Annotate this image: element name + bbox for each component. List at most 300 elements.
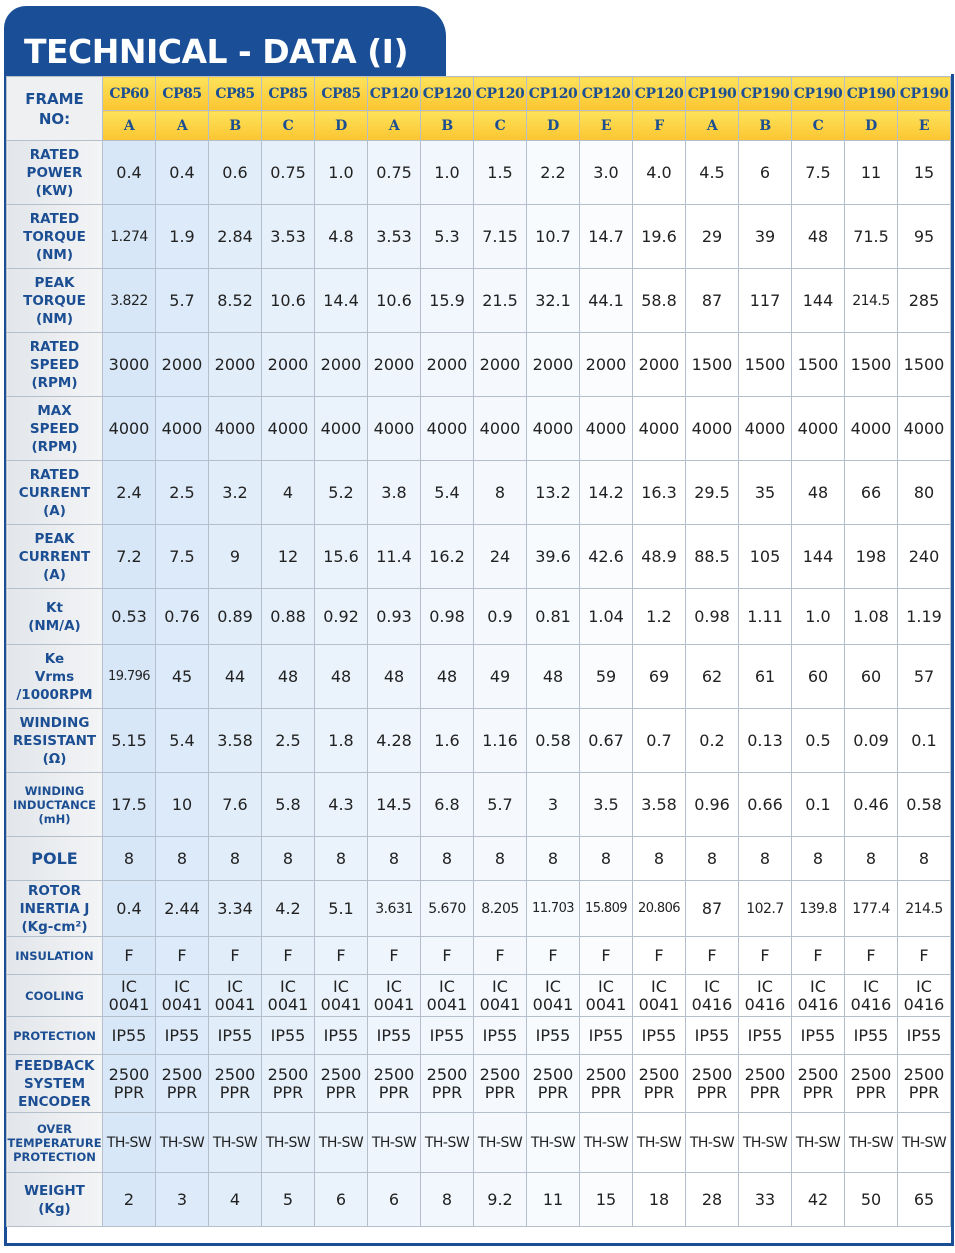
frame-label-line: FRAME [25,89,84,108]
table-cell: 5.7 [474,773,527,837]
column-header-frame: CP120 [421,77,474,111]
table-cell: TH-SW [898,1113,951,1173]
cell-line: 2500 [797,1064,839,1084]
cell-line: PPR [484,1082,516,1102]
cell-line: IC [386,976,402,996]
table-cell: 17.5 [103,773,156,837]
column-header-frame: CP190 [686,77,739,111]
row-label-line: RATED [29,466,80,483]
row-label-line: PEAK [34,530,75,547]
table-cell: 4000 [421,397,474,461]
table-cell: 0.76 [156,589,209,645]
cell-line: PPR [643,1082,675,1102]
table-cell: 8 [474,461,527,525]
table-row-rated-torque-nm [7,205,951,269]
table-cell: 8.52 [209,269,262,333]
column-header-variant: C [262,111,315,141]
cell-line: IC [492,976,508,996]
row-label-line: /1000RPM [16,686,93,703]
table-cell: 8 [527,837,580,881]
table-cell: 5.8 [262,773,315,837]
row-label [7,461,103,525]
table-cell: 61 [739,645,792,709]
table-cell: TH-SW [262,1113,315,1173]
cell-line: 0416 [797,994,839,1014]
table-cell: 4000 [262,397,315,461]
table-cell: TH-SW [421,1113,474,1173]
table-cell: 4 [209,1173,262,1227]
table-cell: 2000 [156,333,209,397]
cell-line: PPR [749,1082,781,1102]
table-cell: 4000 [686,397,739,461]
table-body [7,141,951,1227]
table-cell: F [103,937,156,975]
table-cell: 21.5 [474,269,527,333]
cell-line: 2500 [532,1064,574,1084]
cell-line: PPR [802,1082,834,1102]
row-label-line: FEEDBACK [14,1057,95,1074]
cell-line: 2500 [638,1064,680,1084]
table-cell: 0.81 [527,589,580,645]
table-cell: 60 [845,645,898,709]
table-cell [633,1055,686,1113]
row-label-line: RATED [29,210,80,227]
table-cell: 0.9 [474,589,527,645]
table-cell: 6.8 [421,773,474,837]
table-cell: 3 [156,1173,209,1227]
column-header-variant: A [686,111,739,141]
table-cell: 28 [686,1173,739,1227]
row-label-line: SYSTEM [23,1075,86,1092]
row-label [7,773,103,837]
table-cell [633,975,686,1017]
table-cell [315,975,368,1017]
cell-line: IC [651,976,667,996]
table-cell: IP55 [156,1017,209,1055]
cell-line: IC [545,976,561,996]
table-cell: 24 [474,525,527,589]
table-cell: 11 [845,141,898,205]
table-cell: 1.0 [315,141,368,205]
table-cell: TH-SW [368,1113,421,1173]
table-cell: IP55 [315,1017,368,1055]
table-cell: 3.8 [368,461,421,525]
table-cell: 8 [580,837,633,881]
table-cell: F [368,937,421,975]
table-cell [474,1055,527,1113]
column-header-frame: CP85 [315,77,368,111]
table-cell: F [156,937,209,975]
table-cell: 8 [686,837,739,881]
row-label [7,937,103,975]
table-cell: 285 [898,269,951,333]
table-cell: F [792,937,845,975]
table-cell: 80 [898,461,951,525]
table-cell: 2000 [315,333,368,397]
cell-line: PPR [219,1082,251,1102]
table-cell: 0.75 [262,141,315,205]
cell-line: 0041 [161,994,203,1014]
cell-line: PPR [590,1082,622,1102]
table-cell: 3.0 [580,141,633,205]
cell-line: IC [757,976,773,996]
cell-line: 2500 [585,1064,627,1084]
table-cell: TH-SW [103,1113,156,1173]
table-cell [156,975,209,1017]
table-cell [527,975,580,1017]
table-cell: 4000 [898,397,951,461]
table-cell: 3.53 [262,205,315,269]
table-cell [580,1055,633,1113]
table-cell: 5.7 [156,269,209,333]
table-cell: 1500 [739,333,792,397]
table-cell: 48 [421,645,474,709]
technical-data-table [6,76,951,1227]
table-cell: IP55 [474,1017,527,1055]
row-label-line: Vrms [34,668,75,685]
table-cell: 0.66 [739,773,792,837]
row-label [7,881,103,937]
table-cell: 15.9 [421,269,474,333]
table-cell: F [527,937,580,975]
table-cell: 8 [315,837,368,881]
cell-line: 0041 [267,994,309,1014]
table-cell [792,975,845,1017]
table-cell: 0.1 [898,709,951,773]
table-cell: TH-SW [739,1113,792,1173]
row-label [7,397,103,461]
table-cell: 1.0 [421,141,474,205]
cell-line: IC [810,976,826,996]
table-cell: 3 [527,773,580,837]
column-header-frame: CP120 [633,77,686,111]
table-cell: IP55 [633,1017,686,1055]
row-label-line: CURRENT [18,548,91,565]
table-cell: IP55 [527,1017,580,1055]
table-cell: 198 [845,525,898,589]
column-header-frame: CP190 [898,77,951,111]
table-cell: 5.2 [315,461,368,525]
row-label-line: SPEED [29,420,80,437]
table-cell: F [209,937,262,975]
table-cell: F [898,937,951,975]
table-cell: 5.1 [315,881,368,937]
table-cell: 14.4 [315,269,368,333]
table-cell: 0.4 [103,881,156,937]
column-header-frame: CP190 [845,77,898,111]
row-label-line: RATED [29,146,80,163]
table-cell [368,975,421,1017]
column-header-frame: CP120 [368,77,421,111]
table-cell: TH-SW [686,1113,739,1173]
table-cell: IP55 [580,1017,633,1055]
column-header-variant: A [103,111,156,141]
table-cell: F [633,937,686,975]
column-header-variant: D [845,111,898,141]
cell-line: PPR [696,1082,728,1102]
table-cell [103,975,156,1017]
table-cell: 66 [845,461,898,525]
column-header-frame: CP120 [527,77,580,111]
table-cell: 2.5 [156,461,209,525]
table-cell: 16.2 [421,525,474,589]
table-cell: 5.4 [421,461,474,525]
table-cell: 1.16 [474,709,527,773]
row-label-line: (Kg) [38,1200,71,1217]
table-cell: 2.44 [156,881,209,937]
cell-line: IC [916,976,932,996]
table-cell [315,1055,368,1113]
table-cell: 1.2 [633,589,686,645]
table-cell: 15.6 [315,525,368,589]
cell-line: 0416 [691,994,733,1014]
table-cell: 4.28 [368,709,421,773]
table-cell: 15 [898,141,951,205]
table-cell: 4000 [474,397,527,461]
table-cell: 0.7 [633,709,686,773]
cell-line: IC [333,976,349,996]
column-header-frame: CP60 [103,77,156,111]
cell-line: IC [174,976,190,996]
table-cell: 8 [368,837,421,881]
cell-line: IC [598,976,614,996]
table-cell: 5.15 [103,709,156,773]
row-label-line: INSULATION [15,948,94,963]
table-cell: 7.2 [103,525,156,589]
row-label-line: POLE [31,848,78,868]
table-cell [209,975,262,1017]
cell-line: 2500 [267,1064,309,1084]
table-cell: 4000 [103,397,156,461]
table-cell: F [739,937,792,975]
table-cell: 4.3 [315,773,368,837]
table-row-insulation [7,937,951,975]
table-cell: 1.11 [739,589,792,645]
table-row-ke-vrms-1000rpm [7,645,951,709]
table-cell: 10.6 [368,269,421,333]
row-label-line: (NM/A) [28,617,81,634]
table-row-rated-speed-rpm [7,333,951,397]
table-cell [739,975,792,1017]
table-cell: 8 [898,837,951,881]
table-cell: 20.806 [633,881,686,937]
table-cell: F [474,937,527,975]
table-cell: 0.2 [686,709,739,773]
table-cell: 105 [739,525,792,589]
table-cell: 4000 [845,397,898,461]
table-cell: 5 [262,1173,315,1227]
table-cell: 5.670 [421,881,474,937]
row-label-line: (RPM) [31,438,78,455]
table-cell: IP55 [739,1017,792,1055]
row-label [7,1055,103,1113]
cell-line: 0041 [214,994,256,1014]
row-label [7,709,103,773]
table-cell: 69 [633,645,686,709]
row-label [7,205,103,269]
table-cell: 60 [792,645,845,709]
table-row-winding-inductance-mh [7,773,951,837]
table-cell: F [845,937,898,975]
column-header-variant: F [633,111,686,141]
table-cell: 4.0 [633,141,686,205]
row-label-line: (A) [43,566,66,583]
table-cell: 8 [633,837,686,881]
table-cell: 3.631 [368,881,421,937]
table-cell [580,975,633,1017]
row-label-line: COOLING [25,988,84,1003]
table-cell: 2000 [633,333,686,397]
table-cell: 139.8 [792,881,845,937]
table-cell [686,975,739,1017]
table-cell: 8 [421,837,474,881]
table-cell: 33 [739,1173,792,1227]
table-cell: 1.08 [845,589,898,645]
cell-line: IC [227,976,243,996]
table-cell: 2.5 [262,709,315,773]
table-cell: 8 [792,837,845,881]
table-cell: 2000 [580,333,633,397]
table-cell [527,1055,580,1113]
table-cell: 3.34 [209,881,262,937]
table-cell: 39.6 [527,525,580,589]
table-cell: 0.53 [103,589,156,645]
table-cell: 0.67 [580,709,633,773]
table-cell: 48.9 [633,525,686,589]
table-cell: 4000 [209,397,262,461]
table-cell: 65 [898,1173,951,1227]
row-label-line: PROTECTION [13,1028,96,1043]
column-header-variant: D [527,111,580,141]
table-cell: 1.19 [898,589,951,645]
row-label-line: (KW) [35,182,74,199]
row-label-line: WEIGHT [24,1182,85,1199]
table-cell: 214.5 [845,269,898,333]
table-cell [739,1055,792,1113]
table-cell: 8.205 [474,881,527,937]
table-row-rated-power-kw [7,141,951,205]
table-cell: 19.796 [103,645,156,709]
cell-line: 0041 [585,994,627,1014]
cell-line: 0041 [320,994,362,1014]
row-label-line: WINDING [19,714,90,731]
table-cell: 2000 [474,333,527,397]
row-label-line: TORQUE [23,228,86,245]
table-cell: 1.6 [421,709,474,773]
column-header-frame: CP190 [739,77,792,111]
table-cell: 4000 [580,397,633,461]
table-cell: 11 [527,1173,580,1227]
table-cell: TH-SW [315,1113,368,1173]
table-cell: 0.4 [156,141,209,205]
table-cell: 3.53 [368,205,421,269]
table-cell: 1500 [845,333,898,397]
table-cell: 0.98 [686,589,739,645]
table-cell: 3.5 [580,773,633,837]
table-cell: 1500 [686,333,739,397]
table-cell: 9.2 [474,1173,527,1227]
table-cell: 117 [739,269,792,333]
column-header-frame: CP85 [209,77,262,111]
cell-line: PPR [272,1082,304,1102]
table-cell: 4000 [315,397,368,461]
row-label-line: (NM) [35,310,74,327]
table-cell [792,1055,845,1113]
table-cell: 8 [103,837,156,881]
row-label [7,1173,103,1227]
table-cell: 48 [262,645,315,709]
table-cell: 1.8 [315,709,368,773]
table-cell: 8 [209,837,262,881]
cell-line: 2500 [161,1064,203,1084]
table-cell: 8 [421,1173,474,1227]
table-row-pole [7,837,951,881]
table-cell: 14.7 [580,205,633,269]
table-cell: 2000 [262,333,315,397]
row-label-line: Ke [44,650,65,667]
table-cell: 19.6 [633,205,686,269]
row-label-line: MAX [37,402,72,419]
table-cell: 1.04 [580,589,633,645]
table-cell [421,1055,474,1113]
cell-line: 0041 [479,994,521,1014]
table-cell: 62 [686,645,739,709]
cell-line: 2500 [108,1064,150,1084]
cell-line: PPR [325,1082,357,1102]
column-header-variant: E [580,111,633,141]
table-cell: 8 [739,837,792,881]
table-cell [898,1055,951,1113]
row-label-line: RATED [29,338,80,355]
table-cell: 49 [474,645,527,709]
table-cell: 42.6 [580,525,633,589]
cell-line: 0041 [532,994,574,1014]
table-cell: 48 [792,205,845,269]
table-cell: 4000 [633,397,686,461]
table-cell: 16.3 [633,461,686,525]
table-cell: IP55 [368,1017,421,1055]
table-cell: 2.4 [103,461,156,525]
cell-line: PPR [855,1082,887,1102]
row-label-line: WINDING [24,783,85,798]
table-cell: 177.4 [845,881,898,937]
table-cell: 71.5 [845,205,898,269]
row-label-line: POWER [26,164,83,181]
table-cell: 1.0 [792,589,845,645]
table-cell: F [315,937,368,975]
cell-line: 2500 [903,1064,945,1084]
table-cell: 0.09 [845,709,898,773]
cell-line: IC [121,976,137,996]
table-cell: IP55 [686,1017,739,1055]
table-cell: IP55 [792,1017,845,1055]
column-header-frame: CP120 [474,77,527,111]
table-row-winding-resistant [7,709,951,773]
table-cell: 48 [792,461,845,525]
table-cell [156,1055,209,1113]
table-cell: TH-SW [633,1113,686,1173]
table-cell: 2 [103,1173,156,1227]
table-cell: 7.6 [209,773,262,837]
table-cell: 1500 [792,333,845,397]
table-cell: TH-SW [580,1113,633,1173]
table-cell: 12 [262,525,315,589]
table-cell: 14.5 [368,773,421,837]
table-cell: 2000 [527,333,580,397]
table-cell: 15.809 [580,881,633,937]
table-cell: 2.84 [209,205,262,269]
table-cell: 240 [898,525,951,589]
